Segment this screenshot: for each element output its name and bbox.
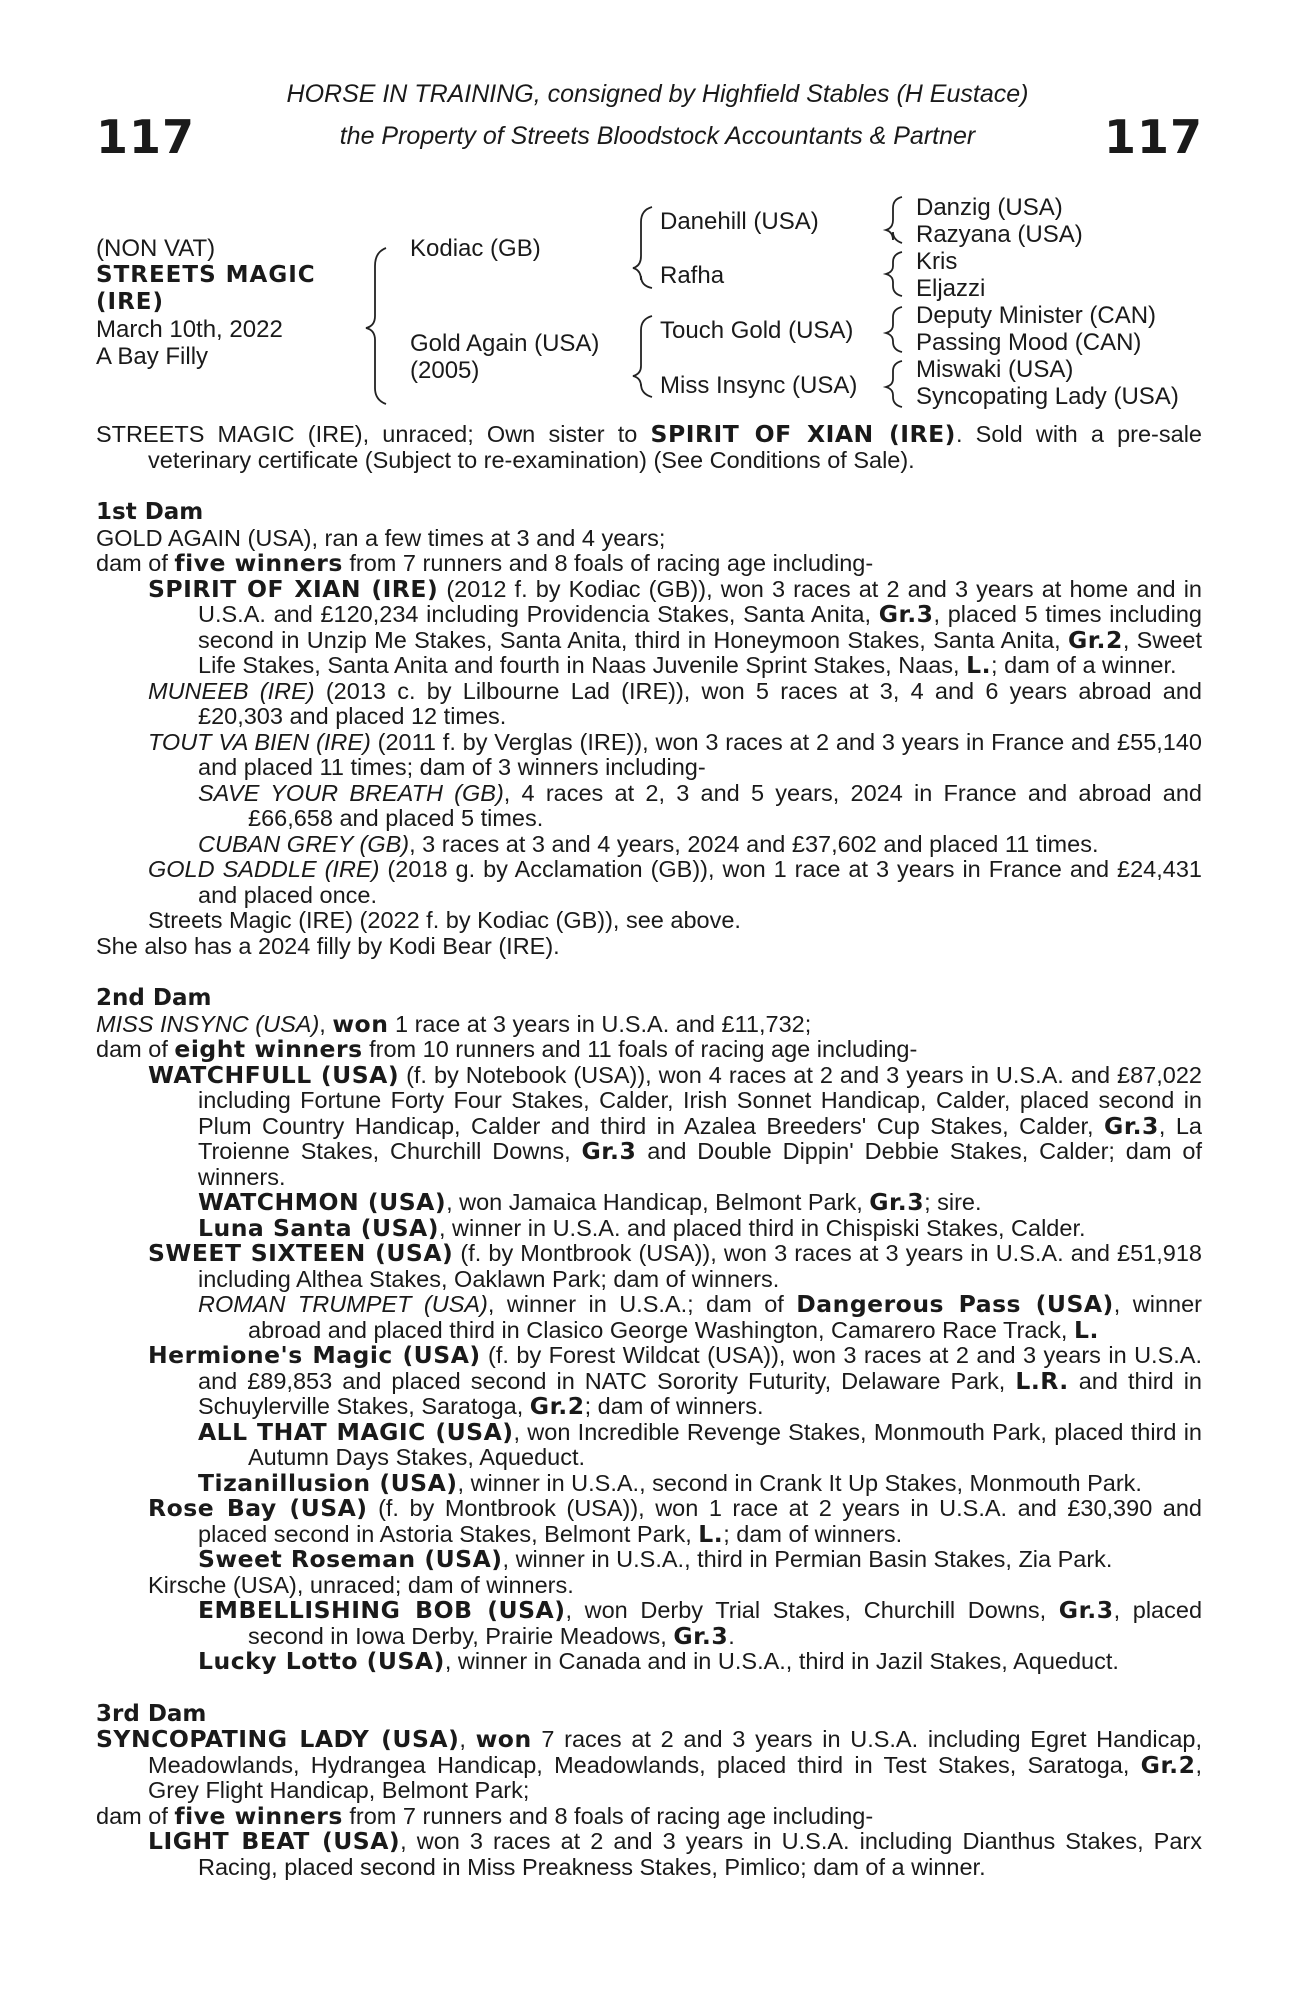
grand-produce-entry: Sweet Roseman (USA), winner in U.S.A., third in Permian Basin Stakes, Zia Park. — [198, 1545, 1113, 1573]
grand-produce-entry: ROMAN TRUMPET (USA), winner in U.S.A.; dam of Dangerous Pass (USA), winner abroad and placed third in Clasico George Washington, Camarero Race Track, L. — [198, 1290, 1202, 1344]
produce-name: LIGHT BEAT (USA) — [148, 1827, 401, 1855]
consignor-line: HORSE IN TRAINING, consigned by Highfield Stables (H Eustace) — [286, 80, 1029, 108]
intro-paragraph — [96, 422, 1202, 473]
produce-name: Lucky Lotto (USA) — [198, 1647, 445, 1675]
winners-count: five winners — [174, 549, 343, 577]
produce-entry: Streets Magic (IRE) (2022 f. by Kodiac (GB)), see above. — [148, 907, 741, 933]
produce-name: EMBELLISHING BOB (USA) — [198, 1596, 566, 1624]
sire: Kodiac (GB) — [410, 235, 541, 262]
horse-description: A Bay Filly — [96, 343, 209, 370]
dam-sire: Touch Gold (USA) — [660, 317, 854, 344]
gg-8: Syncopating Lady (USA) — [916, 383, 1179, 410]
produce-entry: SPIRIT OF XIAN (IRE) (2012 f. by Kodiac (GB)), won 3 races at 2 and 3 years at home and in U.S.A. and £120,234 including Providencia Stakes, Santa Anita, Gr.3, placed 5 times including second in Unzip Me Stakes, Santa Anita, third in Honeymoon Stakes, Santa Anita, Gr.2, Sweet Life Stakes, Santa Anita and fourth in Naas Juvenile Sprint Stakes, Naas, L.; dam of a winner. — [148, 574, 1202, 679]
produce-name: Tizanillusion (USA) — [198, 1468, 458, 1497]
horse-country: (IRE) — [96, 289, 165, 315]
dam-year: (2005) — [410, 357, 480, 384]
third-dam-produce-line: dam of five winners from 7 runners and 8 foals of racing age including- — [96, 1801, 874, 1830]
produce-entry: TOUT VA BIEN (IRE) (2011 f. by Verglas (IRE)), won 3 races at 2 and 3 years in France and £55,140 and placed 11 times; dam of 3 winners including- — [148, 728, 1203, 780]
gg-6: Passing Mood (CAN) — [916, 329, 1142, 356]
pedigree-notes — [96, 422, 1202, 1880]
sire-sire: Danehill (USA) — [660, 208, 819, 235]
produce-entry: LIGHT BEAT (USA), won 3 races at 2 and 3 years in U.S.A. including Dianthus Stakes, Parx Racing, placed second in Miss Preakness Stakes, Pimlico; dam of a winner. — [148, 1827, 1202, 1880]
grand-produce-entry: Lucky Lotto (USA), winner in Canada and in U.S.A., third in Jazil Stakes, Aqueduct. — [198, 1647, 1119, 1675]
produce-entry: SWEET SIXTEEN (USA) (f. by Montbrook (USA)), won 3 races at 3 years in U.S.A. and £51,918 including Althea Stakes, Oaklawn Park; dam of winners. — [148, 1239, 1202, 1292]
gg-7: Miswaki (USA) — [916, 356, 1074, 383]
produce-name: GOLD SADDLE (IRE) — [148, 856, 380, 882]
dam-dam: Miss Insync (USA) — [660, 372, 858, 399]
grand-produce-entry: ALL THAT MAGIC (USA), won Incredible Revenge Stakes, Monmouth Park, placed third in Autumn Days Stakes, Aqueduct. — [198, 1417, 1203, 1470]
grand-produce-entry: Luna Santa (USA), winner in U.S.A. and placed third in Chispiski Stakes, Calder. — [198, 1213, 1086, 1242]
produce-name: Luna Santa (USA) — [198, 1213, 439, 1242]
produce-entry: WATCHFULL (USA) (f. by Notebook (USA)), won 4 races at 2 and 3 years in U.S.A. and £87,022 including Fortune Forty Four Stakes, Calder, Irish Sonnet Handicap, Calder, placed second in Plum Country Handicap, Calder and third in Azalea Breeders' Cup Stakes, Calder, Gr.3, La Troienne Stakes, Churchill Downs, Gr.3 and Double Dippin' Debbie Stakes, Calder; dam of winners. — [148, 1060, 1202, 1190]
vat-status: (NON VAT) — [96, 235, 216, 262]
produce-name: MUNEEB (IRE) — [148, 677, 315, 704]
produce-name: SAVE YOUR BREATH (GB) — [198, 779, 504, 806]
produce-entry: Kirsche (USA), unraced; dam of winners. — [148, 1571, 574, 1598]
second-dam-line: MISS INSYNC (USA), won 1 race at 3 years in U.S.A. and £11,732; — [96, 1009, 812, 1038]
produce-name: Hermione's Magic (USA) — [148, 1341, 481, 1369]
sire-dam: Rafha — [660, 262, 725, 289]
horse-name: STREETS MAGIC — [96, 262, 316, 288]
produce-name: ROMAN TRUMPET (USA) — [198, 1291, 488, 1317]
lot-number-left: 117 — [96, 110, 196, 164]
intro-text: STREETS MAGIC (IRE), unraced; Own sister to — [96, 421, 651, 447]
produce-name: Sweet Roseman (USA) — [198, 1545, 503, 1573]
produce-name: WATCHMON (USA) — [198, 1188, 447, 1216]
produce-entry: GOLD SADDLE (IRE) (2018 g. by Acclamation (GB)), won 1 race at 3 years in France and £24,431 and placed once. — [148, 856, 1202, 908]
produce-entry: Rose Bay (USA) (f. by Montbrook (USA)), won 1 race at 2 years in U.S.A. and £30,390 and placed second in Astoria Stakes, Belmont Park, L.; dam of winners. — [148, 1494, 1202, 1548]
gg-1: Danzig (USA) — [916, 194, 1063, 221]
grand-produce-entry: Tizanillusion (USA), winner in U.S.A., second in Crank It Up Stakes, Monmouth Park. — [198, 1468, 1142, 1497]
gg-4: Eljazzi — [916, 275, 986, 302]
second-dam-heading: 2nd Dam — [96, 985, 212, 1011]
gg-2: Razyana (USA) — [916, 221, 1083, 248]
produce-entry: Hermione's Magic (USA) (f. by Forest Wildcat (USA)), won 3 races at 2 and 3 years in U.S.A. and £89,853 and placed second in NATC Sorority Futurity, Delaware Park, L.R. and third in Schuylerville Stakes, Saratoga, Gr.2; dam of winners. — [148, 1341, 1202, 1420]
produce-name: Rose Bay (USA) — [148, 1494, 368, 1522]
winners-count: eight winners — [174, 1035, 363, 1063]
third-dam-line: SYNCOPATING LADY (USA), won 7 races at 2 and 3 years in U.S.A. including Egret Handicap, Meadowlands, Hydrangea Handicap, Meadowlands, placed third in Test Stakes, Saratoga, Gr.2, Grey Flight Handicap, Belmont Park; — [96, 1725, 1202, 1803]
produce-name: ALL THAT MAGIC (USA) — [198, 1417, 514, 1446]
gg-5: Deputy Minister (CAN) — [916, 302, 1157, 329]
property-line: the Property of Streets Bloodstock Accountants & Partner — [339, 122, 976, 150]
produce-name: CUBAN GREY (GB) — [198, 830, 410, 857]
first-dam-produce-line: dam of five winners from 7 runners and 8 foals of racing age including- — [96, 549, 874, 577]
grand-produce-entry: EMBELLISHING BOB (USA), won Derby Trial Stakes, Churchill Downs, Gr.3, placed second in Iowa Derby, Prairie Meadows, Gr.3. — [198, 1596, 1203, 1650]
second-dam-produce-line: dam of eight winners from 10 runners and 11 foals of racing age including- — [96, 1035, 918, 1063]
winners-count: five winners — [174, 1801, 343, 1830]
grand-produce-entry: SAVE YOUR BREATH (GB), 4 races at 2, 3 and 5 years, 2024 in France and abroad and £66,658 and placed 5 times. — [198, 779, 1202, 831]
third-dam-heading: 3rd Dam — [96, 1700, 207, 1727]
dam: Gold Again (USA) — [410, 330, 600, 357]
produce-name: SWEET SIXTEEN (USA) — [148, 1239, 454, 1267]
grand-produce-entry: WATCHMON (USA), won Jamaica Handicap, Belmont Park, Gr.3; sire. — [198, 1188, 982, 1216]
intro-text-end: . Sold with a pre-sale veterinary certificate (Subject to re-examination) (See Conditions of Sale). — [148, 421, 1202, 473]
grand-produce-entry: CUBAN GREY (GB), 3 races at 3 and 4 years, 2024 and £37,602 and placed 11 times. — [198, 830, 1099, 857]
foaling-date: March 10th, 2022 — [96, 316, 283, 343]
lot-number-right: 117 — [1103, 110, 1203, 164]
sibling-name: SPIRIT OF XIAN (IRE) — [650, 420, 956, 448]
gg-3: Kris — [916, 248, 958, 275]
produce-name: SPIRIT OF XIAN (IRE) — [148, 574, 439, 603]
produce-entry: MUNEEB (IRE) (2013 c. by Lilbourne Lad (IRE)), won 5 races at 3, 4 and 6 years abroad and £20,303 and placed 12 times. — [148, 677, 1202, 729]
first-dam-heading: 1st Dam — [96, 499, 204, 525]
first-dam-line: GOLD AGAIN (USA), ran a few times at 3 and 4 years; — [96, 524, 666, 551]
also-line: She also has a 2024 filly by Kodi Bear (IRE). — [96, 932, 560, 959]
produce-name: TOUT VA BIEN (IRE) — [148, 728, 371, 755]
produce-name: WATCHFULL (USA) — [148, 1060, 400, 1089]
